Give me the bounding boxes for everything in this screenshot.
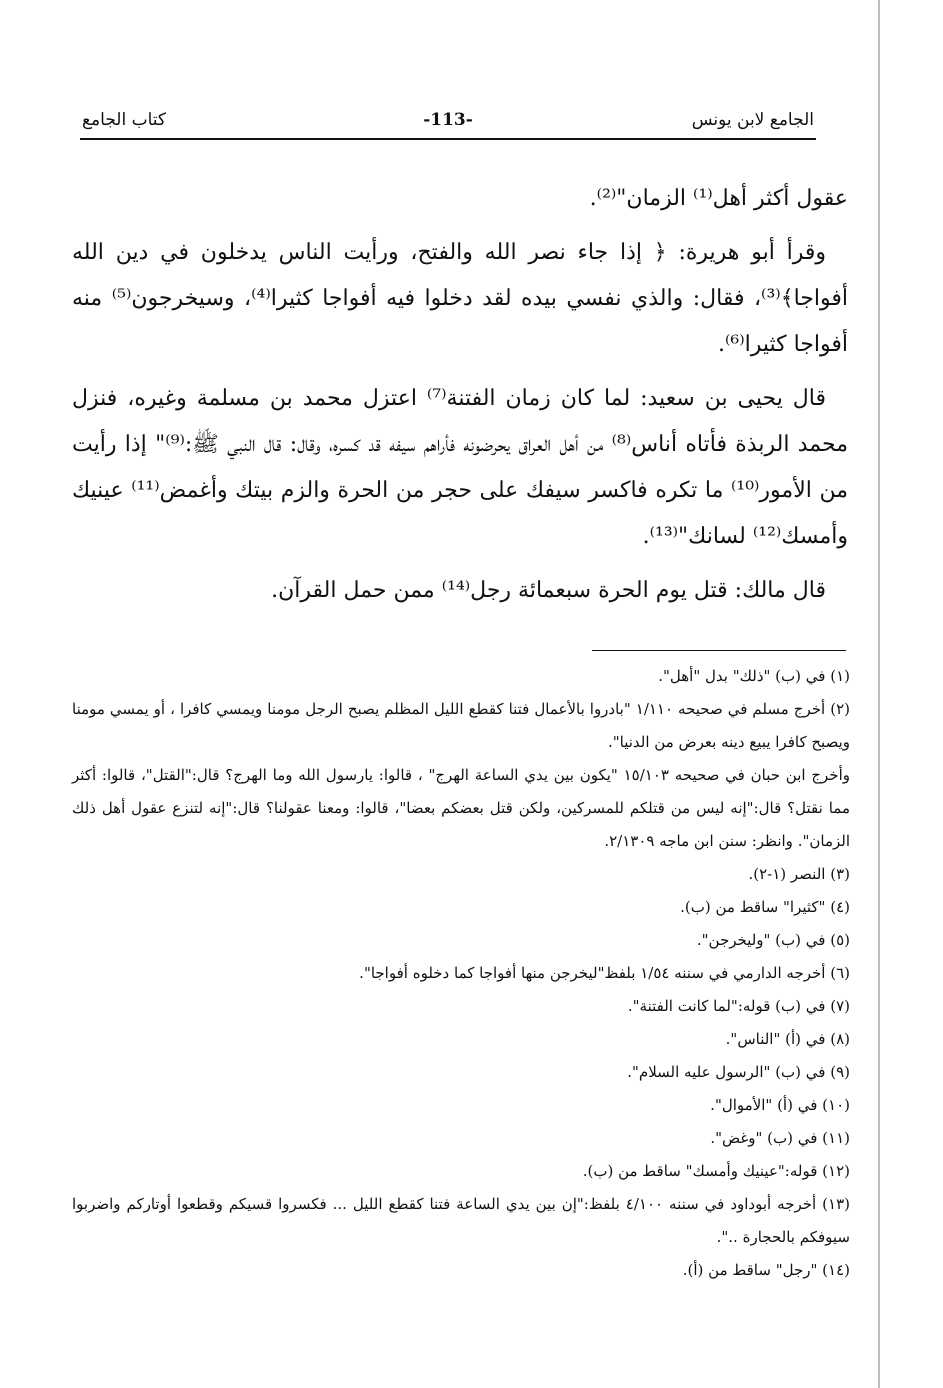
footnote-1: (١) في (ب) "ذلك" بدل "أهل". [658, 667, 850, 685]
paragraph-4: قال مالك: قتل يوم الحرة سبعمائة رجل⁽¹⁴⁾ ممن حمل القرآن. [271, 578, 826, 603]
page-edge-line [878, 0, 880, 1388]
footnote-12: (١٢) قوله:"عينيك وأمسك" ساقط من (ب). [582, 1162, 850, 1180]
paragraph-1: عقول أكثر أهل⁽¹⁾ الزمان"⁽²⁾. [589, 186, 848, 211]
footnote-8: (٨) في (أ) "الناس". [725, 1030, 850, 1048]
header-book-title: الجامع لابن يونس [691, 110, 814, 130]
running-header [82, 110, 814, 136]
header-chapter-title: كتاب الجامع [82, 110, 167, 130]
footnote-4: (٤) "كثيرا" ساقط من (ب). [680, 898, 850, 916]
header-rule [80, 138, 816, 140]
footnote-14: (١٤) "رجل" ساقط من (أ). [682, 1261, 850, 1279]
paragraph-3: قال يحيى بن سعيد: لما كان زمان الفتنة⁽⁷⁾ اعتزل محمد بن مسلمة وغيره، فنزل محمد الربذة فأتاه أناس⁽⁸⁾ من أهل العراق يحرضونه فأراهم سيفه قد كسره، وقال: قال النبي ﷺ:⁽⁹⁾" إذا رأيت من الأمور⁽¹⁰⁾ ما تكره فاكسر سيفك على حجر من الحرة والزم بيتك وأغمض⁽¹¹⁾ عينيك وأمسك⁽¹²⁾ لسانك"⁽¹³⁾. [72, 386, 848, 549]
footnote-7: (٧) في (ب) قوله:"لما كانت الفتنة". [627, 997, 850, 1015]
header-page-number: -113- [423, 110, 473, 130]
footnote-10: (١٠) في (أ) "الأموال". [710, 1096, 850, 1114]
footnote-11: (١١) في (ب) "وغض". [710, 1129, 850, 1147]
footnote-3: (٣) النصر (١-٢). [748, 865, 850, 883]
footnote-separator [592, 650, 846, 651]
footnote-6: (٦) أخرجه الدارمي في سننه ١/٥٤ بلفظ"ليخرجن منها أفواجا كما دخلوه أفواجا". [359, 964, 850, 982]
paragraph-2: وقرأ أبو هريرة: ﴿ إذا جاء نصر الله والفتح، ورأيت الناس يدخلون في دين الله أفواجا﴾⁽³⁾، فقال: والذي نفسي بيده لقد دخلوا فيه أفواجا كثيرا⁽⁴⁾، وسيخرجون⁽⁵⁾ منه أفواجا كثيرا⁽⁶⁾. [72, 240, 848, 357]
footnote-2: (٢) أخرج مسلم في صحيحه ١/١١٠ "بادروا بالأعمال فتنا كقطع الليل المظلم يصبح الرجل مومنا ويمسي كافرا ، أو يمسي مومنا ويصبح كافرا يبيع دينه بعرض من الدنيا". [72, 700, 850, 751]
footnotes [72, 660, 850, 1287]
footnote-2-continued: وأخرج ابن حبان في صحيحه ١٥/١٠٣ "يكون بين يدي الساعة الهرج" ، قالوا: يارسول الله وما الهرج؟ قال:"القتل"، قالوا: أكثر مما نقتل؟ قال:"إنه ليس من قتلكم للمسركين، ولكن قتل بعضكم بعضا"، قالوا: ومعنا عقولنا؟ قال:"إنه لتنزع عقول أهل ذلك الزمان". وانظر: سنن ابن ماجه ٢/١٣٠٩. [72, 766, 850, 850]
footnote-13: (١٣) أخرجه أبوداود في سننه ٤/١٠٠ بلفظ:"إن بين يدي الساعة فتنا كقطع الليل ... فكسروا قسيكم وقطعوا أوتاركم واضربوا سيوفكم بالحجارة ..". [72, 1195, 850, 1246]
footnote-5: (٥) في (ب) "وليخرجن". [696, 931, 850, 949]
footnote-9: (٩) في (ب) "الرسول عليه السلام". [627, 1063, 850, 1081]
main-text [72, 176, 848, 622]
